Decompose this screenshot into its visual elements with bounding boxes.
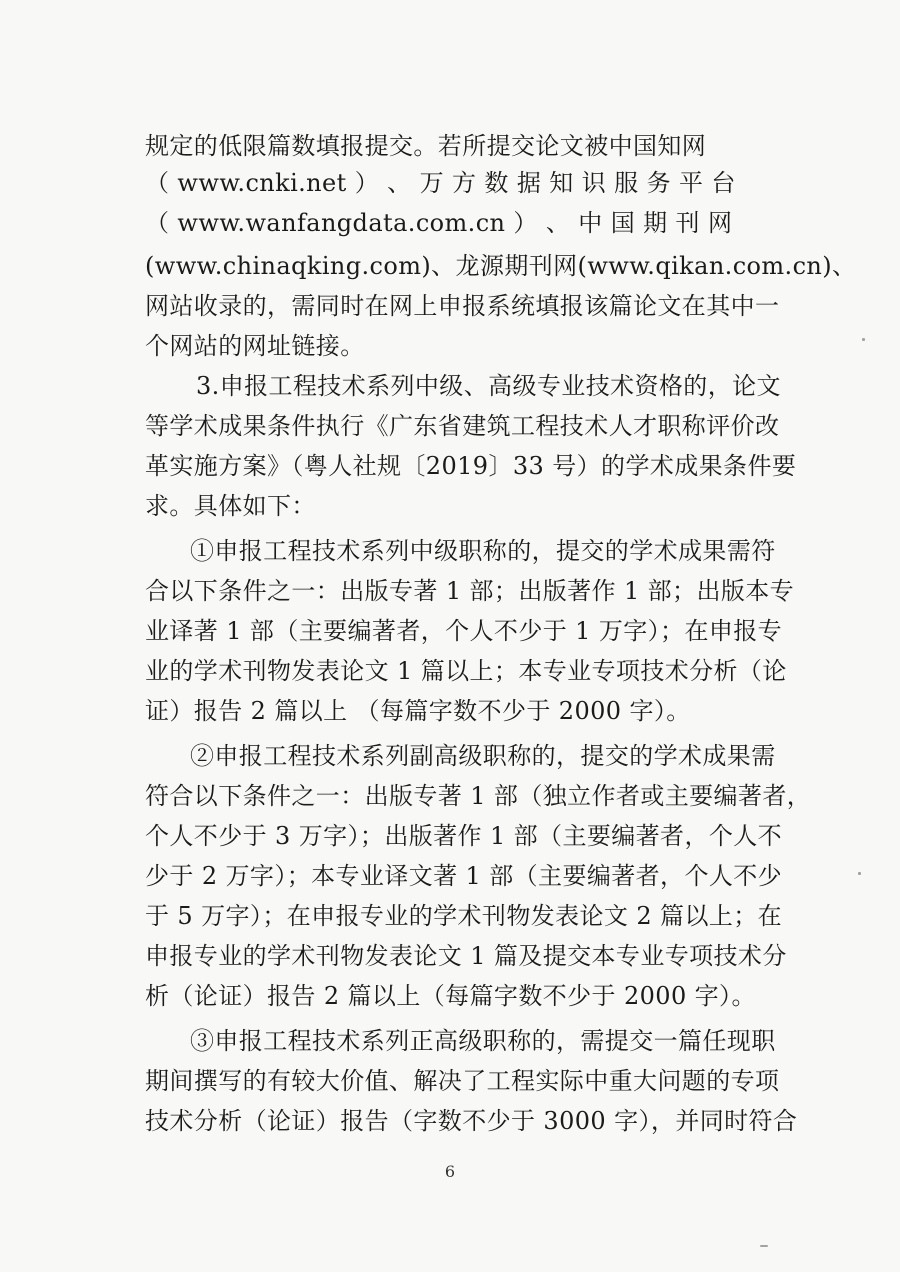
paragraph-line: 技术分析（论证）报告（字数不少于 3000 字），并同时符合	[145, 1107, 798, 1135]
paragraph-line: 符合以下条件之一：出版专著 1 部（独立作者或主要编著者，	[145, 782, 812, 810]
paragraph-line	[145, 203, 762, 243]
paragraph-line: 等学术成果条件执行《广东省建筑工程技术人才职称评价改	[145, 412, 780, 440]
scan-speck	[858, 872, 861, 875]
paragraph-line: 业译著 1 部（主要编著者，个人不少于 1 万字）；在申报专	[145, 617, 783, 645]
line-text: （ www.wanfangdata.com.cn ） 、 中 国 期 刊 网	[145, 209, 733, 237]
page-number: 6	[444, 1162, 456, 1181]
paragraph-line	[145, 163, 762, 203]
paragraph-line-indented: ③申报工程技术系列正高级职称的，需提交一篇任现职	[190, 1027, 776, 1055]
paragraph-line: 求。具体如下：	[145, 492, 316, 520]
paragraph-line: 个人不少于 3 万字）；出版著作 1 部（主要编著者，个人不	[145, 822, 783, 850]
paragraph-line-indented: 3.申报工程技术系列中级、高级专业技术资格的，论文	[196, 372, 781, 400]
paragraph-line: 革实施方案》（粤人社规〔2019〕33 号）的学术成果条件要	[145, 452, 797, 480]
paragraph-line-indented: ②申报工程技术系列副高级职称的，提交的学术成果需	[190, 742, 776, 770]
paragraph-line: 少于 2 万字）；本专业译文著 1 部（主要编著者，个人不少	[145, 862, 783, 890]
paragraph-line-indented: ①申报工程技术系列中级职称的，提交的学术成果需符	[190, 537, 776, 565]
paragraph-line: 证）报告 2 篇以上 （每篇字数不少于 2000 字）。	[145, 697, 691, 725]
paragraph-line: 业的学术刊物发表论文 1 篇以上；本专业专项技术分析（论	[145, 657, 787, 685]
paragraph-line: 网站收录的，需同时在网上申报系统填报该篇论文在其中一	[145, 292, 780, 320]
paragraph-line: 于 5 万字）；在申报专业的学术刊物发表论文 2 篇以上；在	[145, 902, 783, 930]
paragraph-line: (www.chinaqking.com)、龙源期刊网(www.qikan.com.cn)、	[145, 252, 857, 280]
scan-speck	[862, 338, 865, 341]
paragraph-line: 规定的低限篇数填报提交。若所提交论文被中国知网	[145, 132, 707, 160]
paragraph-line: 期间撰写的有较大价值、解决了工程实际中重大问题的专项	[145, 1067, 780, 1095]
paragraph-line: 析（论证）报告 2 篇以上（每篇字数不少于 2000 字）。	[145, 982, 756, 1010]
paragraph-line: 个网站的网址链接。	[145, 332, 365, 360]
paragraph-line: 合以下条件之一：出版专著 1 部；出版著作 1 部；出版本专	[145, 577, 795, 605]
line-text: （ www.cnki.net ） 、 万 方 数 据 知 识 服 务 平 台	[145, 169, 736, 197]
paragraph-line: 申报专业的学术刊物发表论文 1 篇及提交本专业专项技术分	[145, 942, 787, 970]
scan-speck	[760, 1245, 768, 1247]
